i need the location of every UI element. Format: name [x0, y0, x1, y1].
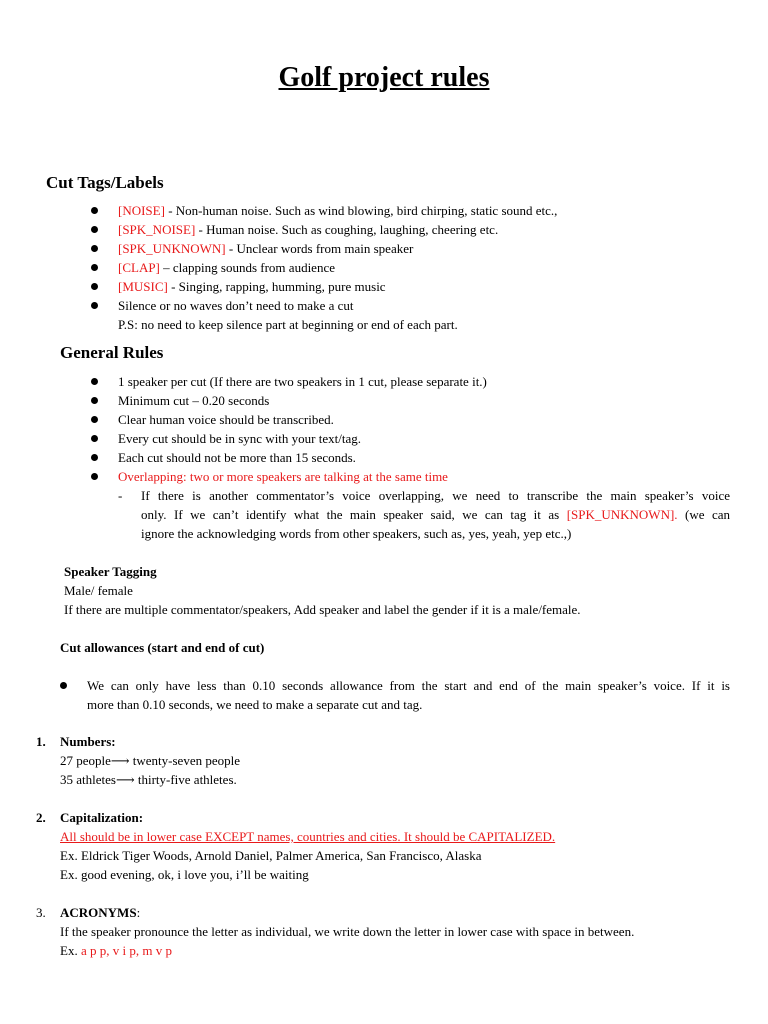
bullet-icon [91, 207, 98, 214]
list-number: 1. [36, 734, 46, 749]
sub-item-line: ignore the acknowledging words from other speakers, such as, yes, yeah, yep etc.,) [141, 526, 572, 541]
ps-note: P.S: no need to keep silence part at beginning or end of each part. [118, 317, 458, 332]
list-item: [NOISE] - Non-human noise. Such as wind blowing, bird chirping, static sound etc., [118, 203, 558, 218]
list-item: [CLAP] – clapping sounds from audience [118, 260, 335, 275]
general-rules-heading: General Rules [60, 343, 164, 362]
bullet-icon [91, 435, 98, 442]
capitalization-heading: Capitalization: [60, 810, 144, 825]
acronyms-heading: ACRONYMS: [60, 905, 141, 920]
speaker-tagging-line: If there are multiple commentator/speakers, Add speaker and label the gender if it is a male/female. [64, 602, 581, 617]
acronyms-rule: If the speaker pronounce the letter as individual, we write down the letter in lower case with space in between. [60, 924, 635, 939]
list-item: 1 speaker per cut (If there are two speakers in 1 cut, please separate it.) [118, 374, 487, 389]
list-item: [MUSIC] - Singing, rapping, humming, pure music [118, 279, 386, 294]
list-item: Minimum cut – 0.20 seconds [118, 393, 270, 408]
list-item: [SPK_NOISE] - Human noise. Such as coughing, laughing, cheering etc. [118, 222, 499, 237]
cut-allowances-line: We can only have less than 0.10 seconds allowance from the start and end of the main speaker’s voice. If it is [87, 678, 730, 693]
bullet-icon [91, 454, 98, 461]
dash-bullet: - [118, 488, 123, 503]
list-item: Clear human voice should be transcribed. [118, 412, 334, 427]
cut-allowances-heading: Cut allowances (start and end of cut) [60, 640, 265, 655]
speaker-tagging-line: Male/ female [64, 583, 133, 598]
cut-allowances-line: more than 0.10 seconds, we need to make a separate cut and tag. [87, 697, 423, 712]
list-item: [SPK_UNKNOWN] - Unclear words from main speaker [118, 241, 414, 256]
bullet-icon [91, 397, 98, 404]
bullet-icon [91, 226, 98, 233]
cut-tags-heading: Cut Tags/Labels [46, 173, 164, 192]
bullet-icon [91, 264, 98, 271]
bullet-icon [91, 245, 98, 252]
numbers-heading: Numbers: [60, 734, 116, 749]
numbers-example: 35 athletes⟶ thirty-five athletes. [60, 772, 237, 787]
bullet-icon [91, 283, 98, 290]
acronyms-example: Ex. a p p, v i p, m v p [60, 943, 172, 958]
sub-item-line: If there is another commentator’s voice overlapping, we need to transcribe the main speaker’s voice [141, 488, 730, 503]
bullet-icon [91, 302, 98, 309]
list-number: 3. [36, 905, 46, 920]
list-item: Every cut should be in sync with your text/tag. [118, 431, 361, 446]
speaker-tagging-heading: Speaker Tagging [64, 564, 157, 579]
bullet-icon [60, 682, 67, 689]
numbers-example: 27 people⟶ twenty-seven people [60, 753, 241, 768]
capitalization-example: Ex. Eldrick Tiger Woods, Arnold Daniel, Palmer America, San Francisco, Alaska [60, 848, 482, 863]
list-number: 2. [36, 810, 46, 825]
list-item: Overlapping: two or more speakers are talking at the same time [118, 469, 448, 484]
page-title: Golf project rules [278, 62, 490, 93]
list-item: Silence or no waves don’t need to make a cut [118, 298, 354, 313]
capitalization-example: Ex. good evening, ok, i love you, i’ll be waiting [60, 867, 309, 882]
list-item: Each cut should not be more than 15 seconds. [118, 450, 356, 465]
bullet-icon [91, 416, 98, 423]
sub-item-line: only. If we can’t identify what the main speaker said, we can tag it as [SPK_UNKNOWN]. (we can [141, 507, 731, 522]
bullet-icon [91, 473, 98, 480]
bullet-icon [91, 378, 98, 385]
capitalization-rule: All should be in lower case EXCEPT names, countries and cities. It should be CAPITALIZED. [60, 829, 556, 844]
